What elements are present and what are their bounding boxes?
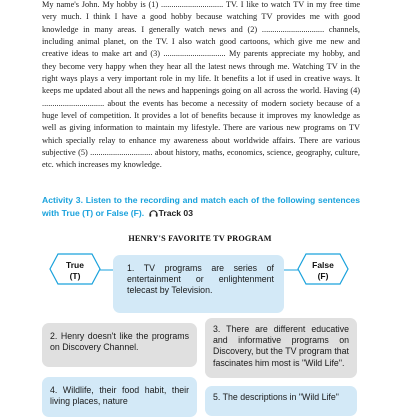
section-title: HENRY'S FAVORITE TV PROGRAM (128, 234, 272, 243)
passage-paragraph: My name's John. My hobby is (1) .............................. TV. I like to watch TV in my free time very much. I think I have a good hobby because watching TV provides me with good knowledge in many areas. I generally watch news and (2) .............................. channels, including animal planet, on the TV. I also watch good cartoons, which give me new and creative ideas to make art and (3) .............................. My parents appreciate my hobby, and they become very happy when they hear all the latest news through me. Watching TV in the right ways plays a very important role in my life. It benefits a lot if used in creative ways. It keeps me updated about all the news and happenings going on all across the world. Having (4) .............................. about the events has become a necessity of modern society because of a huge level of competition. It provides a lot of benefits because it improves my knowledge as well as giving information to maintain my lifestyle. There are various new programs on TV which specially relay to enhance my awareness about worldwide affairs. There are various subjective (5) .............................. about history, maths, economics, science, geography, culture, etc. which increases my knowledge. (42, 0, 360, 170)
track-label: Track 03 (158, 208, 193, 218)
activity-text: Activity 3. Listen to the recording and match each of the following sentences with True (T) or False (F). (42, 195, 360, 218)
false-label (300, 260, 346, 282)
false-word: False (312, 260, 334, 270)
statement-card-5[interactable]: 5. The descriptions in "Wild Life" (205, 386, 357, 416)
statement-card-2[interactable]: 2. Henry doesn't like the programs on Discovery Channel. (42, 323, 197, 367)
true-letter: (T) (69, 271, 81, 281)
true-word: True (66, 260, 84, 270)
statement-card-3[interactable]: 3. There are different educative and informative programs on Discovery, but the TV program that fascinates him most is "Wild Life". (205, 318, 357, 378)
false-letter: (F) (317, 271, 329, 281)
statement-card-1[interactable]: 1. TV programs are series of entertainment or enlightenment telecast by Television. (113, 255, 284, 313)
statement-card-4[interactable]: 4. Wildlife, their food habit, their living places, nature (42, 377, 197, 417)
true-label (52, 260, 98, 282)
